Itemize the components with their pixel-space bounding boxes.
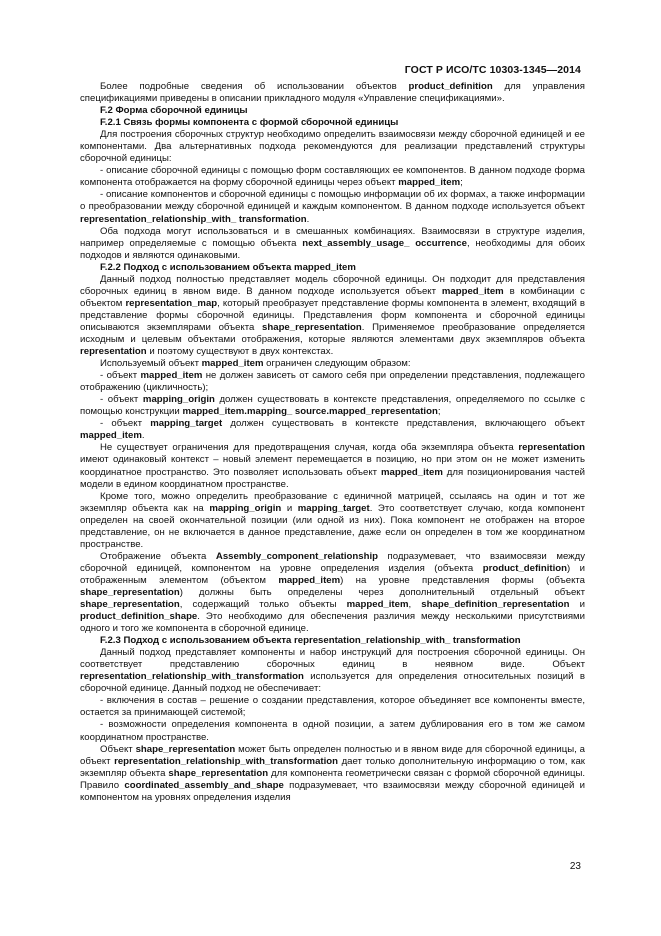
object-name: representation_relationship_with_transformation [80, 671, 304, 683]
text-run: может быть определен полностью и в явном виде для сборочной единицы, а объект [80, 743, 585, 767]
text-run: , необходимы для обоих подходов и являются одинаковыми. [80, 237, 585, 261]
object-name: representation [518, 442, 585, 454]
object-name: Assembly_component_relationship [215, 550, 378, 562]
section-heading [80, 262, 585, 274]
text-run: подразумевает, что взаимосвязи между сборочной единицей, компонентом на уровне определения изделия (объекта [80, 550, 585, 574]
text-run: Более подробные сведения об использовании объектов [100, 81, 409, 92]
object-name: representation [80, 346, 147, 358]
text-run: - возможности определения компонента в одной позиции, а затем дублирования его в том же самом координатном пространстве. [80, 719, 585, 743]
text-run: F.2.1 Связь формы компонента с формой сборочной единицы [100, 117, 399, 129]
object-name: shape_representation [80, 586, 180, 598]
text-run: должен существовать в контексте представления, включающего объект [222, 418, 585, 430]
object-name: shape_definition_representation [421, 599, 570, 611]
text-run: должен существовать в контексте представления, определяемого по ссылке с помощью конструкции [80, 394, 585, 418]
object-name: mapped_item [80, 430, 142, 442]
text-run: ) и отображенным элементом (объектом [80, 562, 585, 586]
text-run: , содержащий только объекты [179, 599, 347, 611]
paragraph [80, 744, 585, 804]
text-run: F.2.2 Подход с использованием объекта mapped_item [100, 261, 356, 273]
object-name: product_definition_shape [80, 611, 198, 623]
paragraph [80, 129, 585, 165]
object-name: shape_representation [80, 599, 180, 611]
paragraph [80, 189, 585, 225]
text-run: ) должны быть определены через дополнительный отдельный объект [179, 586, 585, 598]
object-name: representation_relationship_with_transformation [114, 755, 339, 767]
text-run: Не существует ограничения для предотвращения случая, когда оба экземпляра объекта [100, 442, 519, 454]
paragraph [80, 370, 585, 394]
text-run: - объект [100, 418, 151, 430]
section-heading [80, 105, 585, 117]
text-run: для позиционирования частей модели в едином координатном пространстве. [80, 466, 586, 490]
document-body [80, 81, 585, 804]
paragraph [80, 226, 585, 262]
object-name: shape_representation [168, 767, 269, 779]
text-run: - объект [100, 370, 141, 382]
object-name: mapped_item.mapping_ source.mapped_representation [182, 406, 438, 418]
object-name: mapped_item [398, 177, 461, 189]
text-run: - описание сборочной единицы с помощью форм составляющих ее компонентов. В данном подходе форма компонента отображается на форму сборочной единицы через объект [80, 165, 585, 189]
object-name: shape_representation [135, 743, 236, 755]
paragraph [80, 274, 585, 358]
object-name: mapping_target [150, 418, 223, 430]
paragraph [80, 442, 585, 490]
object-name: mapped_item [346, 599, 409, 611]
paragraph [80, 165, 585, 189]
text-run: , который преобразует представление формы компонента в элемент, входящий в представление формы сборочной единицы. Представления форм компонента и сборочной единицы описываются экземплярами объекта [80, 297, 585, 333]
section-heading [80, 117, 585, 129]
object-name: mapping_target [297, 502, 370, 514]
paragraph [80, 358, 585, 370]
object-name: representation_relationship_with_ transformation [80, 213, 307, 225]
object-name: mapped_item [140, 370, 203, 382]
paragraph [80, 394, 585, 418]
object-name: product_definition [482, 562, 567, 574]
paragraph [80, 719, 585, 743]
text-run: - включения в состав – решение о создании представления, которое объединяет все компоненты вместе, остается за принимающей системой; [80, 695, 585, 719]
object-name: representation_map [125, 297, 218, 309]
text-run: . [141, 430, 145, 442]
text-run: ) на уровне представления формы (объекта [340, 574, 585, 586]
text-run: для управления спецификациями приведены в описании прикладного модуля «Управление спецификациями». [80, 81, 585, 105]
text-run: подразумевает, что взаимосвязи между сборочной единицей и компонентом на уровнях определения изделия [80, 779, 586, 803]
text-run: ограничен следующим образом: [263, 358, 411, 370]
text-run: не должен зависеть от самого себя при определении представления, подлежащего отображению (цикличность); [80, 370, 586, 394]
text-run: F.2.3 Подход с использованием объекта representation_relationship_with_ transformation [100, 635, 521, 647]
paragraph [80, 647, 585, 695]
text-run: ; [460, 177, 463, 189]
text-run: ; [437, 406, 441, 418]
object-name: product_definition [408, 81, 493, 92]
text-run: Для построения сборочных структур необходимо определить взаимосвязи между сборочной единицей и ее компонентами. Два альтернативных подхода рекомендуются для реализации представлений структуры сборочной единицы: [80, 129, 585, 165]
paragraph [80, 81, 585, 105]
text-run: . Применяемое преобразование определяется исходным и целевым объектами отображения, которые являются элементами двух экземпляров объекта [80, 321, 585, 345]
text-run: Используемый объект [100, 358, 202, 370]
text-run: Данный подход полностью представляет модель сборочной единицы. Он подходит для представления сборочных единиц в явном виде. В данном подходе используется объект [80, 273, 585, 297]
text-run: и [281, 502, 298, 514]
text-run: для компонента геометрически связан с формой сборочной единицы. Правило [80, 767, 585, 791]
object-name: mapped_item [441, 285, 504, 297]
text-run: - описание компонентов и сборочной единицы с помощью информации об их формах, а также информации о преобразовании между сборочной единицей и каждым компонентом. В данном подходе используется объект [80, 189, 585, 213]
text-run: Отображение объекта [100, 550, 216, 562]
text-run: дает только дополнительную информацию о том, как экземпляр объекта [80, 755, 585, 779]
text-run: . Это соответствует случаю, когда компонент определен на своей окончательной позиции (или одной из них). Пока компонент не отображен на второе представление, он не включается в данное представление, даже если он определен в том же координатном пространстве. [80, 502, 585, 550]
object-name: mapped_item [201, 358, 264, 370]
object-name: next_assembly_usage_ occurrence [302, 237, 467, 249]
text-run: имеют одинаковый контекст – новый элемент перемещается в позицию, но при этом он не может изменить координатное пространство. Это позволяет использовать объект [80, 454, 585, 478]
text-run: Оба подхода могут использоваться и в смешанных комбинациях. Взаимосвязи в структуре изделия, например определяемые с помощью объекта [80, 225, 585, 249]
text-run: и поэтому существуют в двух контекстах. [146, 346, 334, 358]
object-name: mapping_origin [142, 394, 215, 406]
text-run: . [306, 213, 310, 225]
paragraph [80, 551, 585, 635]
text-run: , [408, 599, 422, 611]
object-name: coordinated_assembly_and_shape [124, 779, 284, 791]
text-run: - объект [100, 394, 143, 406]
paragraph [80, 418, 585, 442]
text-run: используется для определения относительных позиций в сборочной единице. Данный подход не обеспечивает: [80, 671, 585, 695]
paragraph [80, 491, 585, 551]
text-run: в комбинации с объектом [80, 285, 585, 309]
paragraph [80, 695, 585, 719]
section-heading [80, 635, 585, 647]
page-number: 23 [569, 861, 581, 872]
text-run: и [569, 599, 585, 611]
text-run: Объект [100, 743, 136, 755]
object-name: mapping_origin [209, 502, 282, 514]
text-run: . Это необходимо для обеспечения различия между несколькими присутствиями одного и того же компонента в сборочной единице. [80, 611, 585, 635]
text-run: Данный подход представляет компоненты и набор инструкций для построения сборочной единицы. Он соответствует представлению сборочных единиц в неявном виде. Объект [80, 647, 585, 671]
text-run: Кроме того, можно определить преобразование с единичной матрицей, ссылаясь на один и тот же экземпляр объекта как на [80, 490, 585, 514]
text-run: F.2 Форма сборочной единицы [100, 105, 248, 117]
object-name: shape_representation [262, 321, 362, 333]
object-name: mapped_item [381, 466, 443, 478]
object-name: mapped_item [278, 574, 341, 586]
document-header: ГОСТ Р ИСО/ТС 10303-1345—2014 [404, 64, 581, 76]
